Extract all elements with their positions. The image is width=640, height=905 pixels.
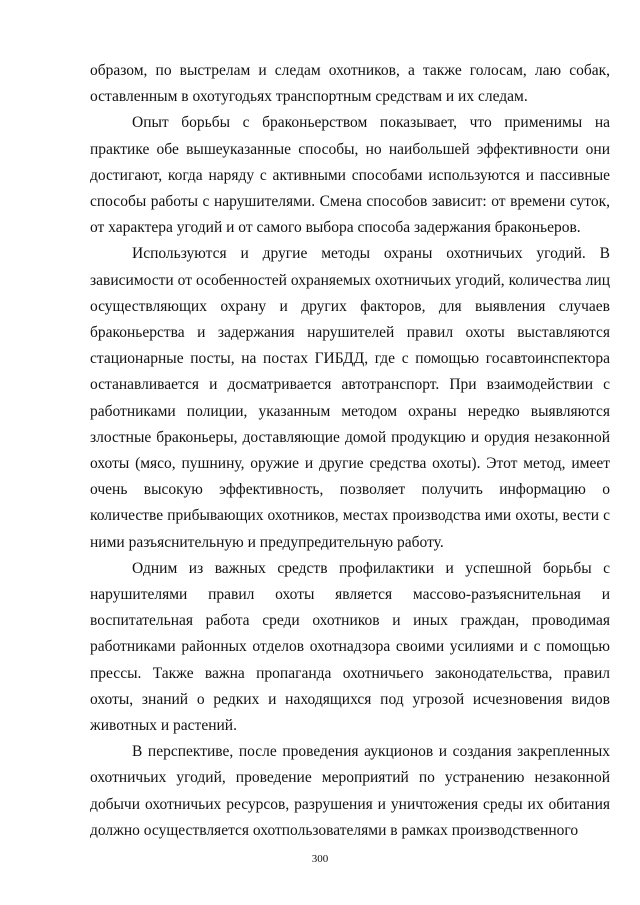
- body-text: [90, 58, 610, 844]
- paragraph-3: Используются и другие методы охраны охотничьих угодий. В зависимости от особенностей охраняемых охотничьих угодий, количества лиц осуществляющих охрану и других факторов, для выявления случаев браконьерства и задержания нарушителей правил охоты выставляются стационарные посты, на постах ГИБДД, где с помощью госавтоинспектора останавливается и досматривается автотранспорт. При взаимодействии с работниками полиции, указанным методом охраны нередко выявляются злостные браконьеры, доставляющие домой продукцию и орудия незаконной охоты (мясо, пушнину, оружие и другие средства охоты). Этот метод, имеет очень высокую эффективность, позволяет получить информацию о количестве прибывающих охотников, местах производства ими охоты, вести с ними разъяснительную и предупредительную работу.: [90, 245, 610, 551]
- paragraph-4: Одним из важных средств профилактики и успешной борьбы с нарушителями правил охоты является массово-разъяснительная и воспитательная работа среди охотников и иных граждан, проводимая работниками районных отделов охотнадзора своими усилиями и с помощью прессы. Также важна пропаганда охотничьего законодательства, правил охоты, знаний о редких и находящихся под угрозой исчезновения видов животных и растений.: [90, 559, 610, 735]
- paragraph-2: Опыт борьбы с браконьерством показывает, что применимы на практике обе вышеуказанные способы, но наибольшей эффективности они достигают, когда наряду с активными способами используются и пассивные способы работы с нарушителями. Смена способов зависит: от времени суток, от характера угодий и от самого выбора способа задержания браконьеров.: [90, 114, 610, 237]
- paragraph-5: В перспективе, после проведения аукционов и создания закрепленных охотничьих угодий, проведение мероприятий по устранению незаконной добычи охотничьих ресурсов, разрушения и уничтожения среды их обитания должно осуществляется охотпользователями в рамках производственного: [90, 743, 610, 839]
- page-number: 300: [311, 853, 329, 865]
- paragraph-1: образом, по выстрелам и следам охотников, а также голосам, лаю собак, оставленным в охотугодьях транспортным средствам и их следам.: [90, 62, 610, 106]
